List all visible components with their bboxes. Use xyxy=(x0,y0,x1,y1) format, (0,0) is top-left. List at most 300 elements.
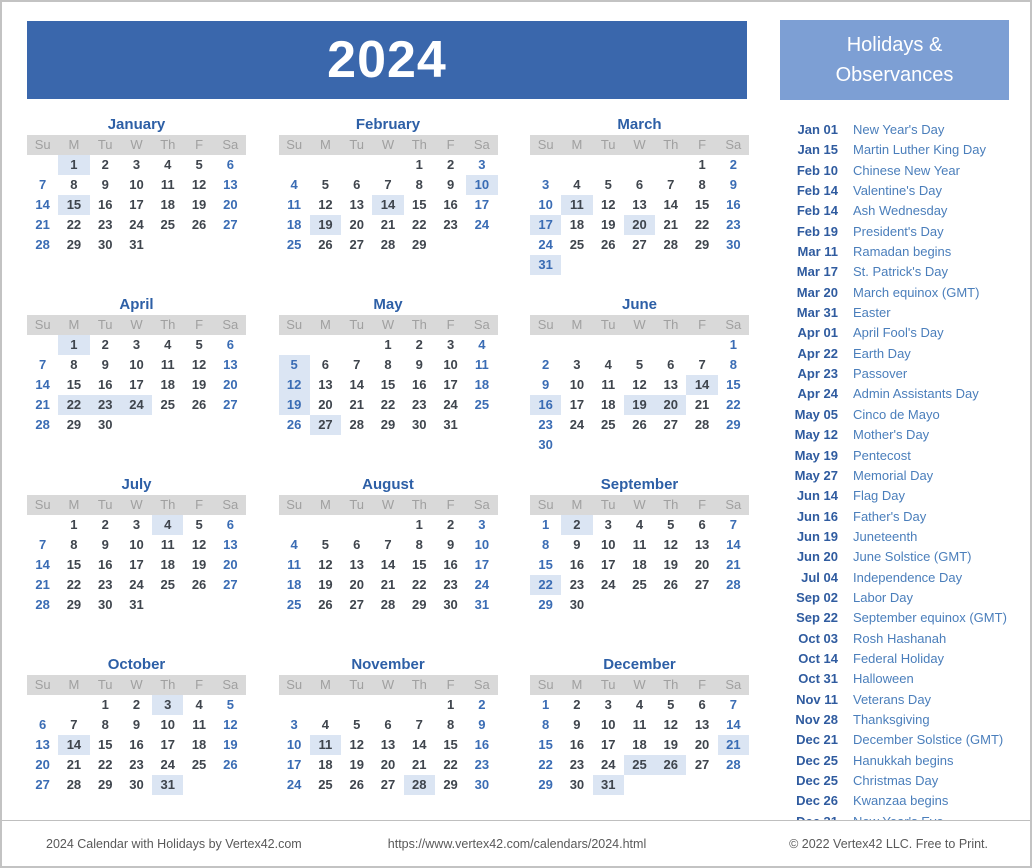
dow-label: Tu xyxy=(600,677,616,692)
dow-label: Su xyxy=(537,497,554,512)
day-cell: 27 xyxy=(694,577,710,592)
holiday-row xyxy=(792,466,1024,486)
day-cell: 17 xyxy=(129,197,144,212)
dow-label: Su xyxy=(34,677,51,692)
day-cell: 27 xyxy=(632,237,647,252)
day-cell: 28 xyxy=(694,417,710,432)
month-title-may: May xyxy=(373,296,403,313)
day-cell: 28 xyxy=(663,237,679,252)
day-cell: 29 xyxy=(412,597,427,612)
day-cell: 19 xyxy=(663,557,679,572)
day-cell: 3 xyxy=(604,517,612,532)
day-cell: 29 xyxy=(538,597,553,612)
dow-label: W xyxy=(381,497,395,512)
empty-day-cell xyxy=(561,155,592,175)
footer-copyright: © 2022 Vertex42 LLC. Free to Print. xyxy=(789,836,988,851)
day-cell: 18 xyxy=(318,757,333,772)
dow-label: M xyxy=(571,497,583,512)
day-cell: 16 xyxy=(129,737,144,752)
dow-label: Su xyxy=(537,137,554,152)
holiday-row xyxy=(792,568,1024,588)
month-title-june: June xyxy=(621,296,657,313)
day-cell: 20 xyxy=(694,737,710,752)
day-cell: 29 xyxy=(66,597,82,612)
holiday-date: Jun 16 xyxy=(796,508,838,524)
holiday-row xyxy=(792,730,1024,750)
dow-label: M xyxy=(320,137,331,152)
day-cell: 16 xyxy=(530,395,561,415)
holiday-name: Mother's Day xyxy=(853,427,930,443)
dow-label: Sa xyxy=(222,317,239,332)
day-cell: 27 xyxy=(223,577,238,592)
holidays-header xyxy=(780,20,1009,100)
holiday-row xyxy=(792,588,1024,608)
day-cell: 11 xyxy=(160,357,175,372)
empty-day-cell xyxy=(624,155,655,175)
day-cell: 26 xyxy=(318,237,333,252)
day-cell: 7 xyxy=(39,357,47,372)
day-cell: 21 xyxy=(663,217,679,232)
day-cell: 6 xyxy=(384,717,392,732)
month-january xyxy=(27,114,246,294)
day-cell: 18 xyxy=(286,217,302,232)
empty-day-cell xyxy=(404,695,435,715)
dow-label: W xyxy=(381,677,395,692)
day-cell: 10 xyxy=(600,717,616,732)
day-cell: 18 xyxy=(191,737,207,752)
day-cell: 9 xyxy=(101,357,109,372)
holiday-date: Jun 20 xyxy=(796,549,838,565)
empty-day-cell xyxy=(279,515,310,535)
dow-label: M xyxy=(68,137,80,152)
day-cell: 11 xyxy=(601,377,616,392)
day-of-week-header-april xyxy=(27,315,246,335)
day-cell: 19 xyxy=(318,577,333,592)
day-cell: 24 xyxy=(286,777,302,792)
day-cell: 21 xyxy=(349,397,364,412)
holiday-date: Oct 14 xyxy=(798,650,838,666)
day-cell: 8 xyxy=(698,177,706,192)
day-cell: 27 xyxy=(223,397,238,412)
empty-day-cell xyxy=(27,155,58,175)
holiday-name: Juneteenth xyxy=(853,528,918,544)
day-cell: 8 xyxy=(70,357,78,372)
week-row xyxy=(530,355,749,375)
day-cell: 31 xyxy=(474,597,490,612)
day-cell: 28 xyxy=(726,577,741,592)
holiday-date: Feb 14 xyxy=(796,203,838,219)
week-row xyxy=(27,575,246,595)
day-cell: 22 xyxy=(412,217,427,232)
day-cell: 6 xyxy=(39,717,47,732)
day-cell: 28 xyxy=(380,597,396,612)
day-cell: 29 xyxy=(412,237,427,252)
holiday-date: Dec 26 xyxy=(796,793,838,809)
day-cell: 14 xyxy=(35,377,50,392)
day-cell: 10 xyxy=(160,717,176,732)
holiday-name: Pentecost xyxy=(853,447,911,463)
holiday-date: Dec 25 xyxy=(796,773,838,788)
week-row xyxy=(27,215,246,235)
dow-label: F xyxy=(195,137,204,152)
dow-label: Sa xyxy=(473,497,490,512)
dow-label: Su xyxy=(34,497,51,512)
day-cell: 7 xyxy=(39,537,47,552)
holiday-date: Apr 24 xyxy=(797,386,838,402)
holiday-name: Earth Day xyxy=(853,345,911,361)
dow-label: M xyxy=(320,497,331,512)
day-cell: 5 xyxy=(321,537,330,552)
day-cell: 12 xyxy=(663,537,679,552)
day-cell: 28 xyxy=(404,775,435,795)
day-cell: 26 xyxy=(600,237,616,252)
day-cell: 9 xyxy=(101,537,109,552)
day-cell: 18 xyxy=(569,217,585,232)
day-cell: 19 xyxy=(279,395,310,415)
day-cell: 3 xyxy=(132,157,141,172)
day-cell: 7 xyxy=(353,357,361,372)
day-cell: 25 xyxy=(600,417,616,432)
holiday-name: Ash Wednesday xyxy=(853,203,948,219)
holiday-name: Kwanzaa begins xyxy=(853,793,949,809)
holiday-name: Rosh Hashanah xyxy=(853,630,947,646)
week-row xyxy=(279,595,498,615)
day-cell: 21 xyxy=(726,557,741,572)
day-cell: 20 xyxy=(223,557,238,572)
empty-day-cell xyxy=(341,155,372,175)
day-cell: 24 xyxy=(474,217,490,232)
day-cell: 17 xyxy=(129,557,144,572)
month-april xyxy=(27,294,246,474)
day-cell: 7 xyxy=(415,717,423,732)
day-cell: 5 xyxy=(321,177,330,192)
day-cell: 17 xyxy=(443,377,458,392)
holiday-row xyxy=(792,140,1024,160)
day-cell: 18 xyxy=(160,557,176,572)
dow-label: W xyxy=(130,137,143,152)
day-of-week-header-november xyxy=(279,675,498,695)
day-of-week-header-february xyxy=(279,135,498,155)
holiday-name: Christmas Day xyxy=(853,773,939,788)
holiday-date: Sep 22 xyxy=(796,610,838,626)
dow-label: Tu xyxy=(97,677,113,692)
empty-day-cell xyxy=(341,695,372,715)
day-cell: 12 xyxy=(318,197,333,212)
empty-day-cell xyxy=(655,335,686,355)
dow-label: M xyxy=(571,677,583,692)
day-cell: 26 xyxy=(191,577,207,592)
day-cell: 22 xyxy=(538,757,553,772)
holiday-row xyxy=(792,425,1024,445)
day-cell: 10 xyxy=(466,175,497,195)
week-row xyxy=(27,555,246,575)
dow-label: Tu xyxy=(600,497,616,512)
holiday-row xyxy=(792,283,1024,303)
day-cell: 12 xyxy=(223,717,238,732)
holiday-name: September equinox (GMT) xyxy=(853,610,1007,626)
day-cell: 7 xyxy=(384,177,392,192)
day-cell: 24 xyxy=(443,397,458,412)
day-cell: 17 xyxy=(474,197,490,212)
holiday-name: Independence Day xyxy=(853,569,963,585)
dow-label: Th xyxy=(160,137,176,152)
day-cell: 24 xyxy=(121,395,152,415)
week-row xyxy=(530,395,749,415)
day-cell: 19 xyxy=(349,757,364,772)
day-cell: 8 xyxy=(101,717,109,732)
dow-label: Th xyxy=(160,317,176,332)
day-cell: 4 xyxy=(164,337,172,352)
dow-label: F xyxy=(446,137,455,152)
day-cell: 30 xyxy=(443,597,458,612)
day-cell: 21 xyxy=(694,397,710,412)
week-row xyxy=(279,575,498,595)
day-cell: 16 xyxy=(412,377,427,392)
day-cell: 17 xyxy=(600,557,616,572)
dow-label: Su xyxy=(34,317,51,332)
day-cell: 6 xyxy=(321,357,330,372)
empty-day-cell xyxy=(372,695,403,715)
dow-label: Sa xyxy=(725,497,742,512)
empty-day-cell xyxy=(593,335,624,355)
holiday-row xyxy=(792,486,1024,506)
dow-label: F xyxy=(446,677,455,692)
dow-label: F xyxy=(195,677,204,692)
week-row xyxy=(279,235,498,255)
empty-day-cell xyxy=(530,335,561,355)
dow-label: M xyxy=(68,317,80,332)
day-cell: 7 xyxy=(384,537,392,552)
month-title-november: November xyxy=(351,656,425,673)
empty-day-cell xyxy=(341,515,372,535)
day-cell: 18 xyxy=(160,377,176,392)
day-cell: 2 xyxy=(478,697,486,712)
day-cell: 25 xyxy=(286,597,302,612)
day-cell: 10 xyxy=(538,197,553,212)
empty-day-cell xyxy=(279,155,310,175)
dow-label: W xyxy=(633,317,646,332)
day-cell: 4 xyxy=(604,357,612,372)
day-cell: 27 xyxy=(223,217,238,232)
day-cell: 24 xyxy=(600,757,616,772)
holiday-date: Feb 14 xyxy=(796,183,838,199)
day-cell: 3 xyxy=(290,717,298,732)
day-cell: 3 xyxy=(604,697,612,712)
holiday-date: Jul 04 xyxy=(801,569,838,585)
month-title-september: September xyxy=(600,476,679,493)
day-cell: 29 xyxy=(380,417,396,432)
day-cell: 26 xyxy=(318,597,333,612)
day-cell: 9 xyxy=(446,177,455,192)
day-of-week-header-january xyxy=(27,135,246,155)
day-cell: 7 xyxy=(667,177,675,192)
day-cell: 7 xyxy=(729,517,737,532)
week-row xyxy=(279,695,498,715)
week-row xyxy=(530,175,749,195)
day-cell: 12 xyxy=(279,375,310,395)
holiday-row xyxy=(792,201,1024,221)
day-cell: 22 xyxy=(694,217,710,232)
week-row xyxy=(530,155,749,175)
holiday-name: Father's Day xyxy=(853,508,927,524)
holiday-date: Apr 01 xyxy=(797,325,838,341)
day-cell: 6 xyxy=(353,177,361,192)
day-cell: 21 xyxy=(412,757,427,772)
holiday-name: March equinox (GMT) xyxy=(853,284,980,300)
footer xyxy=(2,820,1030,866)
day-cell: 25 xyxy=(286,237,302,252)
week-row xyxy=(27,515,246,535)
week-row xyxy=(279,395,498,415)
holiday-date: Jan 01 xyxy=(797,122,838,137)
month-title-march: March xyxy=(617,116,662,133)
holiday-date: Jun 14 xyxy=(796,488,838,504)
day-cell: 6 xyxy=(698,517,706,532)
day-cell: 16 xyxy=(569,737,585,752)
day-cell: 8 xyxy=(542,717,550,732)
day-cell: 5 xyxy=(195,157,203,172)
day-cell: 8 xyxy=(415,537,423,552)
holiday-name: Memorial Day xyxy=(853,467,934,483)
holiday-row xyxy=(792,751,1024,771)
day-cell: 14 xyxy=(349,377,364,392)
day-cell: 16 xyxy=(443,557,458,572)
day-cell: 19 xyxy=(191,377,207,392)
dow-label: Tu xyxy=(349,317,365,332)
day-cell: 8 xyxy=(446,717,455,732)
holiday-name: Thanksgiving xyxy=(853,711,930,727)
month-september xyxy=(530,474,749,654)
day-cell: 6 xyxy=(667,357,675,372)
day-cell: 26 xyxy=(191,217,207,232)
week-row xyxy=(530,415,749,435)
day-cell: 27 xyxy=(694,757,710,772)
day-cell: 5 xyxy=(279,355,310,375)
week-row xyxy=(279,335,498,355)
day-cell: 18 xyxy=(474,377,490,392)
day-cell: 8 xyxy=(384,357,392,372)
week-row xyxy=(530,435,749,455)
day-cell: 21 xyxy=(66,757,82,772)
day-cell: 15 xyxy=(58,195,89,215)
day-cell: 14 xyxy=(35,197,50,212)
dow-label: F xyxy=(195,317,204,332)
holiday-date: Apr 23 xyxy=(797,366,838,382)
day-cell: 30 xyxy=(97,597,113,612)
day-cell: 1 xyxy=(698,157,706,172)
week-row xyxy=(27,155,246,175)
empty-day-cell xyxy=(655,155,686,175)
holiday-name: Chinese New Year xyxy=(853,162,960,178)
month-title-july: July xyxy=(121,476,152,493)
holiday-row xyxy=(792,629,1024,649)
day-cell: 26 xyxy=(655,755,686,775)
holiday-row xyxy=(792,669,1024,689)
day-cell: 9 xyxy=(573,537,581,552)
day-cell: 12 xyxy=(349,737,364,752)
day-cell: 30 xyxy=(569,777,585,792)
day-cell: 24 xyxy=(474,577,490,592)
year-banner xyxy=(27,21,747,99)
holiday-date: Apr 22 xyxy=(797,345,838,361)
day-cell: 3 xyxy=(573,357,581,372)
day-cell: 6 xyxy=(698,697,706,712)
dow-label: Tu xyxy=(97,317,113,332)
day-cell: 20 xyxy=(349,217,364,232)
day-cell: 28 xyxy=(380,237,396,252)
day-cell: 1 xyxy=(70,517,78,532)
holiday-name: Hanukkah begins xyxy=(853,752,954,768)
holiday-name: St. Patrick's Day xyxy=(853,264,948,280)
year-title: 2024 xyxy=(327,31,447,89)
day-cell: 19 xyxy=(191,557,207,572)
week-row xyxy=(530,335,749,355)
holiday-name: Passover xyxy=(853,366,908,382)
day-cell: 8 xyxy=(70,177,78,192)
day-cell: 11 xyxy=(632,537,647,552)
day-cell: 31 xyxy=(152,775,183,795)
day-cell: 20 xyxy=(624,215,655,235)
empty-day-cell xyxy=(279,335,310,355)
week-row xyxy=(27,375,246,395)
dow-label: Sa xyxy=(725,677,742,692)
day-cell: 13 xyxy=(223,357,238,372)
day-cell: 18 xyxy=(160,197,176,212)
holiday-row xyxy=(792,649,1024,669)
day-cell: 5 xyxy=(195,337,203,352)
day-cell: 6 xyxy=(353,537,361,552)
day-cell: 2 xyxy=(415,337,423,352)
holiday-name: April Fool's Day xyxy=(853,325,944,341)
day-cell: 2 xyxy=(729,157,737,172)
holiday-date: Mar 20 xyxy=(796,284,838,300)
day-cell: 16 xyxy=(569,557,585,572)
day-cell: 6 xyxy=(226,337,234,352)
day-cell: 26 xyxy=(632,417,647,432)
week-row xyxy=(279,215,498,235)
day-cell: 14 xyxy=(726,537,741,552)
day-cell: 16 xyxy=(726,197,741,212)
month-july xyxy=(27,474,246,654)
dow-label: M xyxy=(320,677,331,692)
holiday-name: Martin Luther King Day xyxy=(853,142,986,158)
day-cell: 22 xyxy=(58,395,89,415)
day-cell: 20 xyxy=(223,377,238,392)
dow-label: Su xyxy=(286,497,303,512)
week-row xyxy=(279,175,498,195)
day-cell: 23 xyxy=(569,577,585,592)
day-of-week-header-september xyxy=(530,495,749,515)
dow-label: F xyxy=(195,497,204,512)
week-row xyxy=(27,175,246,195)
week-row xyxy=(279,375,498,395)
dow-label: F xyxy=(698,317,707,332)
day-cell: 24 xyxy=(600,577,616,592)
day-cell: 15 xyxy=(726,377,741,392)
day-cell: 26 xyxy=(349,777,364,792)
holiday-row xyxy=(792,262,1024,282)
day-cell: 14 xyxy=(726,717,741,732)
month-february xyxy=(279,114,498,294)
dow-label: Tu xyxy=(97,137,113,152)
day-cell: 12 xyxy=(191,177,207,192)
holiday-row xyxy=(792,527,1024,547)
day-cell: 24 xyxy=(569,417,585,432)
day-cell: 23 xyxy=(97,217,113,232)
day-cell: 20 xyxy=(223,197,238,212)
day-cell: 18 xyxy=(632,557,647,572)
day-cell: 23 xyxy=(90,395,121,415)
